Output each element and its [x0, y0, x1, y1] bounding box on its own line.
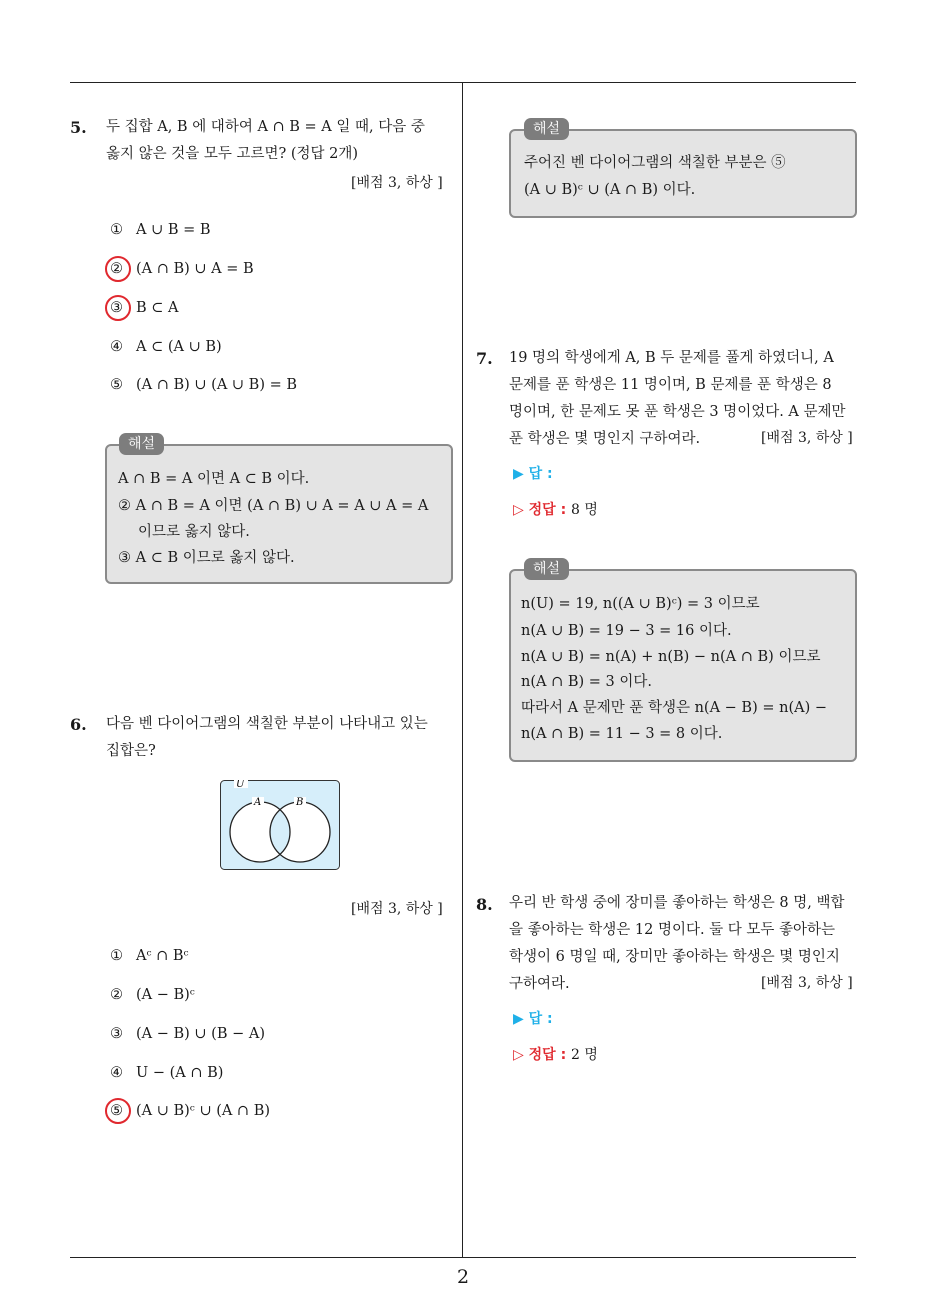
option-mark: ④ — [110, 1065, 123, 1081]
correct-answer — [513, 1044, 598, 1064]
option-mark: ① — [110, 222, 123, 238]
score-meta: [배점 3, 하상 ] — [351, 901, 443, 917]
solution-box — [509, 129, 857, 218]
question-line: 옳지 않은 것을 모두 고르면? (정답 2개) — [106, 146, 359, 162]
question-line: 을 좋아하는 학생은 12 명이다. 둘 다 모두 좋아하는 — [509, 922, 836, 938]
question-text — [106, 711, 456, 765]
answer-circle-mark — [105, 256, 131, 282]
option-mark: ④ — [110, 339, 123, 355]
solution-tag: 해설 — [119, 433, 164, 455]
solution-line: n(A ∩ B) = 3 이다. — [521, 674, 652, 690]
solution-line: n(U) = 19, n((A ∪ B)ᶜ) = 3 이므로 — [521, 596, 760, 612]
answer-circle-mark — [105, 1098, 131, 1124]
option-mark: ⑤ — [110, 377, 123, 393]
question-number: 5. — [70, 118, 87, 137]
option-text: U − (A ∩ B) — [136, 1065, 224, 1081]
solution-line: A ∩ B = A 이면 A ⊂ B 이다. — [118, 471, 310, 487]
page-number: 2 — [456, 1266, 470, 1288]
option-text: A ∪ B = B — [136, 222, 211, 238]
option-text: A ⊂ (A ∪ B) — [136, 339, 222, 355]
correct-answer — [513, 499, 598, 519]
question-line: 학생이 6 명일 때, 장미만 좋아하는 학생은 몇 명인지 — [509, 949, 840, 965]
option-mark: ③ — [110, 1026, 123, 1042]
solution-line: n(A ∪ B) = 19 − 3 = 16 이다. — [521, 623, 732, 639]
column-divider — [462, 82, 463, 1257]
option-text: (A ∩ B) ∪ A = B — [136, 261, 254, 277]
correct-answer-value: 2 명 — [571, 1047, 598, 1063]
option-text: Aᶜ ∩ Bᶜ — [136, 948, 189, 964]
question-line: 구하여라. — [509, 976, 570, 992]
solution-tag: 해설 — [524, 558, 569, 580]
question-text — [106, 114, 456, 168]
venn-diagram — [220, 780, 340, 870]
option-2[interactable] — [110, 261, 254, 277]
option-text: (A ∪ B)ᶜ ∪ (A ∩ B) — [136, 1103, 271, 1119]
solution-line: (A ∪ B)ᶜ ∪ (A ∩ B) 이다. — [524, 182, 696, 198]
solution-line: ② A ∩ B = A 이면 (A ∩ B) ∪ A = A ∪ A = A — [118, 498, 429, 514]
question-line: 우리 반 학생 중에 장미를 좋아하는 학생은 8 명, 백합 — [509, 895, 845, 911]
correct-answer-label: ▷ 정답 : — [513, 1047, 567, 1063]
option-text: (A − B)ᶜ — [136, 987, 195, 1003]
question-number: 7. — [476, 349, 493, 368]
option-text: (A ∩ B) ∪ (A ∪ B) = B — [136, 377, 298, 393]
option-mark: ③ — [110, 300, 123, 316]
solution-line: 주어진 벤 다이어그램의 색칠한 부분은 ⑤ — [524, 155, 786, 171]
option-1[interactable] — [110, 948, 189, 964]
option-5[interactable] — [110, 377, 297, 393]
option-mark: ⑤ — [110, 1103, 123, 1119]
question-line: 푼 학생은 몇 명인지 구하여라. — [509, 431, 701, 447]
option-4[interactable] — [110, 1065, 223, 1081]
option-text: B ⊂ A — [136, 300, 179, 316]
solution-line: 따라서 A 문제만 푼 학생은 n(A − B) = n(A) − — [521, 700, 827, 716]
option-mark: ① — [110, 948, 123, 964]
option-4[interactable] — [110, 339, 222, 355]
question-line: 다음 벤 다이어그램의 색칠한 부분이 나타내고 있는 — [106, 716, 428, 732]
question-line: 집합은? — [106, 743, 156, 759]
correct-answer-value: 8 명 — [571, 502, 598, 518]
correct-answer-label: ▷ 정답 : — [513, 502, 567, 518]
question-number: 8. — [476, 895, 493, 914]
score-meta: [배점 3, 하상 ] — [351, 175, 443, 191]
venn-label-b: B — [296, 797, 304, 808]
answer-input-label[interactable]: ▶ 답 : — [513, 1011, 553, 1027]
bottom-rule — [70, 1257, 856, 1258]
option-3[interactable] — [110, 1026, 265, 1042]
solution-line: ③ A ⊂ B 이므로 옳지 않다. — [118, 550, 295, 566]
score-meta: [배점 3, 하상 ] — [761, 430, 853, 446]
answer-circle-mark — [105, 295, 131, 321]
option-2[interactable] — [110, 987, 195, 1003]
venn-label-u: U — [236, 780, 245, 790]
solution-line: n(A ∪ B) = n(A) + n(B) − n(A ∩ B) 이므로 — [521, 649, 821, 665]
solution-tag: 해설 — [524, 118, 569, 140]
option-5[interactable] — [110, 1103, 270, 1119]
top-rule — [70, 82, 856, 83]
option-1[interactable] — [110, 222, 211, 238]
option-mark: ② — [110, 261, 123, 277]
solution-line: 이므로 옳지 않다. — [138, 524, 250, 540]
question-line: 문제를 푼 학생은 11 명이며, B 문제를 푼 학생은 8 — [509, 377, 832, 393]
answer-input-label[interactable]: ▶ 답 : — [513, 466, 553, 482]
venn-label-a: A — [254, 797, 262, 808]
option-mark: ② — [110, 987, 123, 1003]
option-text: (A − B) ∪ (B − A) — [136, 1026, 265, 1042]
question-line: 두 집합 A, B 에 대하여 A ∩ B = A 일 때, 다음 중 — [106, 119, 425, 135]
question-line: 19 명의 학생에게 A, B 두 문제를 풀게 하였더니, A — [509, 350, 834, 366]
question-number: 6. — [70, 715, 87, 734]
solution-line: n(A ∩ B) = 11 − 3 = 8 이다. — [521, 726, 723, 742]
score-meta: [배점 3, 하상 ] — [761, 975, 853, 991]
question-line: 명이며, 한 문제도 못 푼 학생은 3 명이었다. A 문제만 — [509, 404, 846, 420]
